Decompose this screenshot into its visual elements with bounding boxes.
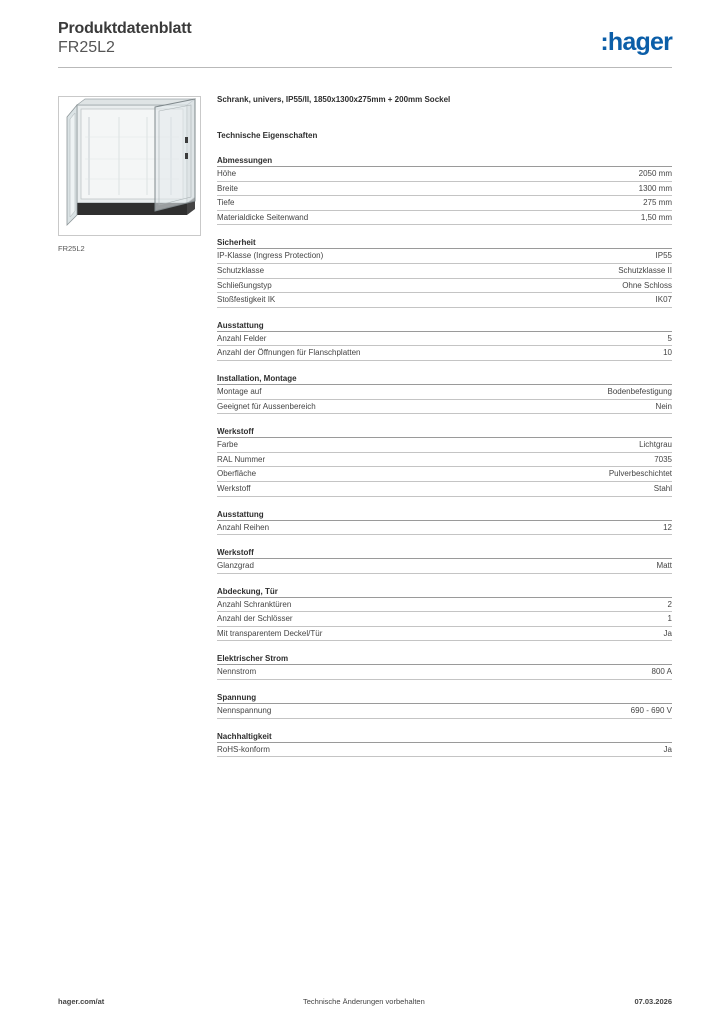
spec-value: 12: [663, 522, 672, 532]
spec-section: [217, 653, 672, 680]
spec-value: 10: [663, 348, 672, 358]
spec-section: [217, 509, 672, 536]
spec-row: [217, 167, 672, 182]
spec-label: Anzahl der Schlösser: [217, 614, 293, 624]
footer-date: 07.03.2026: [634, 997, 672, 1006]
spec-value: Lichtgrau: [639, 440, 672, 450]
spec-label: Schutzklasse: [217, 265, 265, 275]
spec-section: [217, 373, 672, 414]
section-title: Ausstattung: [217, 320, 672, 332]
spec-section: [217, 586, 672, 642]
product-code: FR25L2: [58, 39, 115, 56]
spec-value: 690 - 690 V: [630, 706, 672, 716]
spec-row: [217, 264, 672, 279]
spec-content: [217, 95, 672, 757]
spec-label: Anzahl der Öffnungen für Flanschplatten: [217, 348, 361, 358]
spec-row: [217, 453, 672, 468]
spec-row: [217, 598, 672, 613]
spec-row: [217, 665, 672, 680]
spec-label: Schließungstyp: [217, 280, 272, 290]
spec-value: Bodenbefestigung: [607, 386, 672, 396]
spec-section: [217, 155, 672, 225]
footer-note: Technische Änderungen vorbehalten: [303, 997, 425, 1006]
spec-value: Stahl: [653, 483, 672, 493]
hager-logo: :hager: [600, 28, 672, 56]
spec-label: Höhe: [217, 169, 237, 178]
product-image: [58, 96, 201, 236]
spec-label: Tiefe: [217, 198, 235, 208]
spec-row: [217, 438, 672, 453]
spec-label: Nennspannung: [217, 706, 272, 716]
spec-label: IP-Klasse (Ingress Protection): [217, 251, 324, 261]
spec-label: Anzahl Schranktüren: [217, 599, 292, 609]
spec-section: [217, 237, 672, 307]
spec-label: Glanzgrad: [217, 561, 254, 571]
section-title: Installation, Montage: [217, 373, 672, 385]
spec-row: [217, 211, 672, 226]
spec-label: RoHS-konform: [217, 744, 270, 754]
spec-label: Farbe: [217, 440, 238, 450]
section-title: Nachhaltigkeit: [217, 731, 672, 743]
section-title: Elektrischer Strom: [217, 653, 672, 665]
spec-label: Nennstrom: [217, 667, 257, 677]
section-title: Ausstattung: [217, 509, 672, 521]
technical-properties-heading: Technische Eigenschaften: [217, 131, 318, 140]
section-title: Werkstoff: [217, 426, 672, 438]
spec-row: [217, 704, 672, 719]
image-caption: FR25L2: [58, 244, 85, 253]
spec-label: Stoßfestigkeit IK: [217, 295, 276, 305]
spec-row: [217, 482, 672, 497]
spec-row: [217, 612, 672, 627]
spec-row: [217, 249, 672, 264]
spec-label: Materialdicke Seitenwand: [217, 212, 309, 222]
spec-value: IP55: [655, 251, 672, 261]
spec-row: [217, 400, 672, 415]
spec-value: Pulverbeschichtet: [608, 469, 672, 479]
spec-row: [217, 279, 672, 294]
spec-section: [217, 547, 672, 574]
spec-label: Montage auf: [217, 386, 262, 396]
spec-row: [217, 385, 672, 400]
spec-row: [217, 346, 672, 361]
spec-value: 7035: [654, 454, 672, 464]
spec-label: Geeignet für Aussenbereich: [217, 401, 316, 411]
spec-label: Anzahl Felder: [217, 333, 267, 343]
header-divider: [58, 67, 672, 68]
spec-value: 1300 mm: [638, 183, 672, 193]
spec-row: [217, 521, 672, 536]
spec-value: 2: [667, 599, 672, 609]
spec-label: Breite: [217, 183, 238, 193]
spec-row: [217, 743, 672, 758]
spec-row: [217, 467, 672, 482]
spec-value: 1,50 mm: [640, 212, 672, 222]
document-title: Produktdatenblatt: [58, 20, 192, 37]
spec-row: [217, 182, 672, 197]
section-title: Sicherheit: [217, 237, 672, 249]
section-title: Abmessungen: [217, 155, 672, 167]
spec-row: [217, 293, 672, 308]
spec-row: [217, 332, 672, 347]
spec-value: IK07: [655, 295, 672, 305]
spec-value: 5: [667, 333, 672, 343]
spec-section: [217, 320, 672, 361]
spec-value: Ohne Schloss: [622, 280, 672, 290]
spec-value: Ja: [663, 628, 672, 638]
spec-label: Anzahl Reihen: [217, 522, 270, 532]
spec-value: Schutzklasse II: [618, 265, 672, 275]
product-description: Schrank, univers, IP55/II, 1850x1300x275mm + 200mm Sockel: [217, 95, 451, 104]
spec-row: [217, 559, 672, 574]
spec-label: RAL Nummer: [217, 454, 266, 464]
spec-value: 2050 mm: [638, 169, 672, 178]
spec-value: 800 A: [651, 667, 672, 677]
spec-value: Matt: [656, 561, 672, 571]
section-title: Spannung: [217, 692, 672, 704]
spec-row: [217, 627, 672, 642]
spec-value: Nein: [655, 401, 672, 411]
spec-sections: [217, 155, 672, 757]
spec-label: Mit transparentem Deckel/Tür: [217, 628, 323, 638]
spec-section: [217, 692, 672, 719]
cabinet-illustration: [59, 97, 200, 235]
page-header: [58, 20, 672, 68]
spec-label: Oberfläche: [217, 469, 257, 479]
spec-section: [217, 426, 672, 496]
section-title: Werkstoff: [217, 547, 672, 559]
spec-value: 275 mm: [643, 198, 672, 208]
spec-section: [217, 731, 672, 758]
section-title: Abdeckung, Tür: [217, 586, 672, 598]
spec-value: 1: [667, 614, 672, 624]
spec-label: Werkstoff: [217, 483, 251, 493]
footer-website: hager.com/at: [58, 997, 105, 1006]
spec-row: [217, 196, 672, 211]
spec-value: Ja: [663, 744, 672, 754]
